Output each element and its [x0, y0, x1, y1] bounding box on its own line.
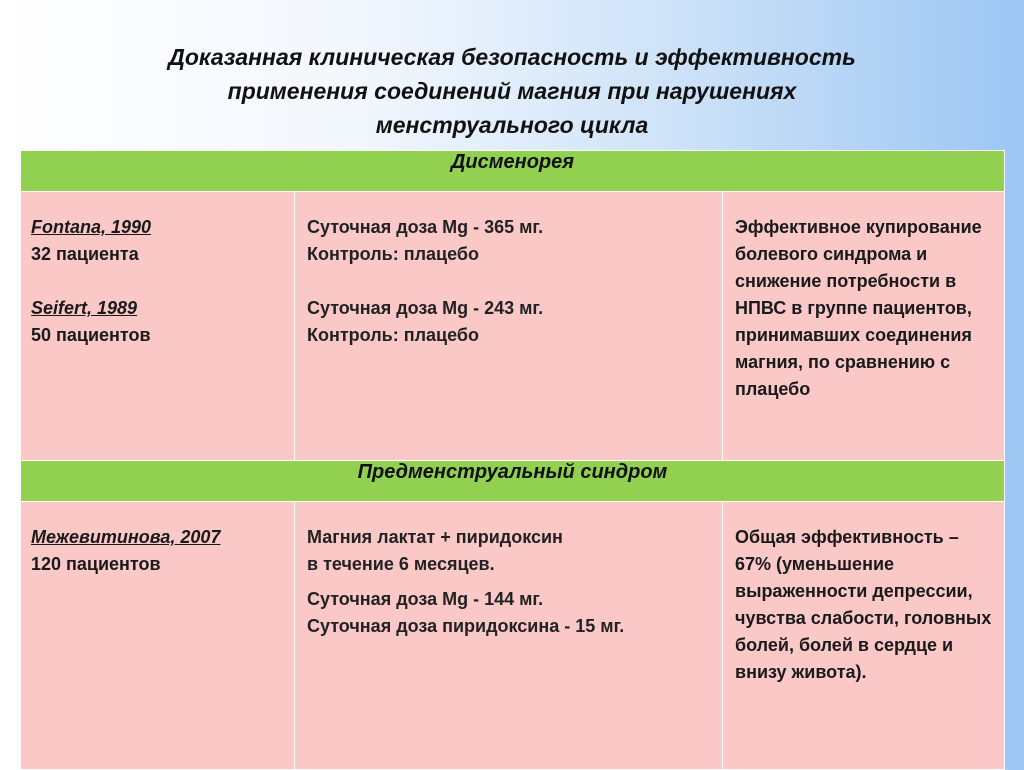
patient-count: 50 пациентов [31, 325, 151, 345]
control-line: Контроль: плацебо [307, 244, 479, 264]
study-reference: Межевитинова, 2007 [31, 527, 221, 547]
title-line-2: применения соединений магния при нарушениях [227, 78, 797, 104]
title-line-1: Доказанная клиническая безопасность и эффективность [168, 44, 856, 70]
evidence-table [20, 150, 1005, 770]
dose-cell [295, 502, 723, 770]
result-text: Эффективное купирование болевого синдрома и снижение потребности в НПВС в группе пациентов, принимавших соединения магния, по сравнению с плацебо [735, 217, 982, 399]
study-cell [21, 502, 295, 770]
dose-line: Магния лактат + пиридоксин [307, 527, 563, 547]
study-cell [21, 192, 295, 461]
section-heading: Предменструальный синдром [21, 461, 1005, 502]
patient-count: 32 пациента [31, 244, 139, 264]
dose-cell [295, 192, 723, 461]
section-header-dysmenorrhea [21, 151, 1005, 192]
dose-line: Суточная доза Mg - 144 мг. [307, 589, 544, 609]
study-reference: Fontana, 1990 [31, 217, 152, 237]
result-text: Общая эффективность – 67% (уменьшение выраженности депрессии, чувства слабости, головных болей, болей в сердце и внизу живота). [735, 527, 992, 682]
title-line-3: менструального цикла [375, 112, 649, 138]
result-cell [723, 192, 1005, 461]
patient-count: 120 пациентов [31, 554, 161, 574]
dose-line: в течение 6 месяцев. [307, 554, 495, 574]
table-row [21, 502, 1005, 770]
dose-line: Суточная доза пиридоксина - 15 мг. [307, 616, 625, 636]
section-heading: Дисменорея [21, 151, 1005, 192]
slide-title [30, 40, 994, 142]
dose-line: Суточная доза Mg - 365 мг. [307, 217, 544, 237]
study-reference: Seifert, 1989 [31, 298, 138, 318]
table-row [21, 192, 1005, 461]
control-line: Контроль: плацебо [307, 325, 479, 345]
dose-line: Суточная доза Mg - 243 мг. [307, 298, 544, 318]
result-cell [723, 502, 1005, 770]
section-header-pms [21, 461, 1005, 502]
